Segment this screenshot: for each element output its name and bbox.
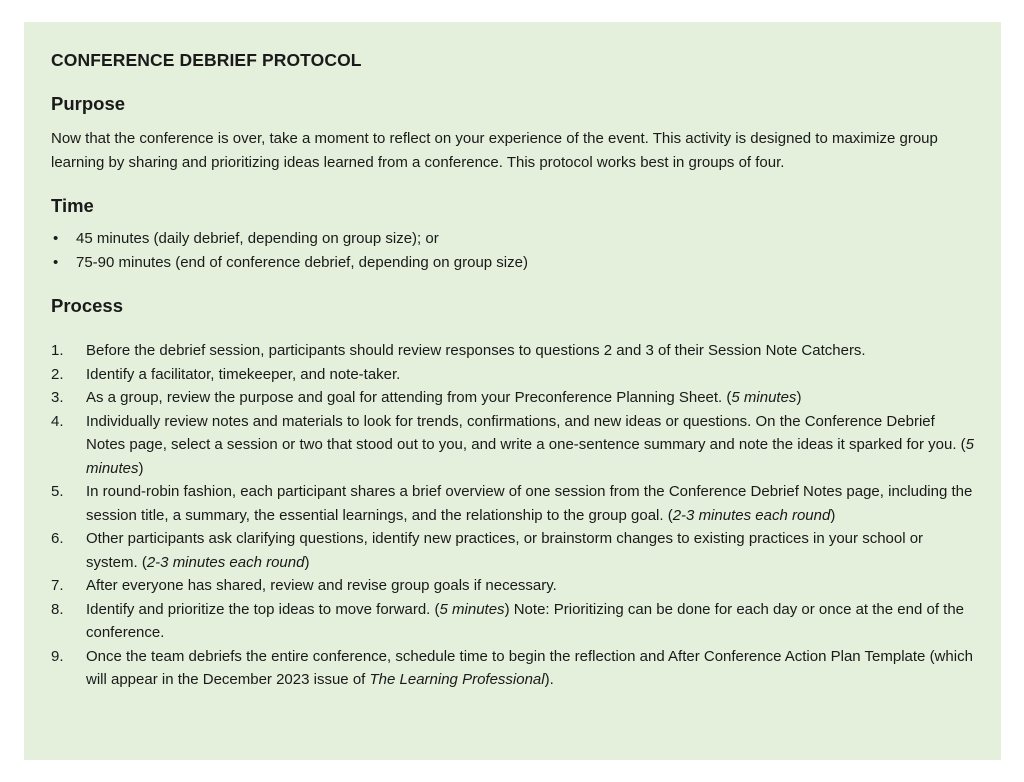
step-tail: ) — [138, 459, 144, 477]
step-number: 8. — [51, 600, 64, 618]
list-item — [51, 363, 975, 387]
purpose-heading: Purpose — [51, 93, 126, 114]
step-tail: ) — [796, 389, 802, 406]
step-tail: ) — [304, 553, 310, 571]
step-text: Individually review notes and materials to look for trends, confirmations, and new ideas or questions. On the Conference Debrief Notes page, select a session or two that stood out to you, and write a one-sentence summary and note the ideas it sparked for you. ( — [86, 412, 966, 453]
step-text: Other participants ask clarifying questions, identify new practices, or brainstorm changes to existing practices in your school or system. ( — [86, 530, 924, 571]
list-item — [51, 386, 975, 410]
list-item — [51, 339, 975, 363]
step-number: 7. — [51, 577, 64, 594]
list-item — [51, 645, 975, 692]
step-text: After everyone has shared, review and revise group goals if necessary. — [86, 577, 557, 594]
step-text: Identify and prioritize the top ideas to move forward. ( — [86, 600, 440, 618]
step-tail: ). — [544, 671, 554, 688]
step-number: 9. — [51, 647, 64, 665]
page-title: CONFERENCE DEBRIEF PROTOCOL — [51, 50, 362, 70]
step-text: Before the debrief session, participants should review responses to questions 2 and 3 of their Session Note Catchers. — [86, 342, 866, 359]
step-number: 6. — [51, 530, 64, 547]
process-heading: Process — [51, 295, 123, 316]
step-tail: ) Note: Prioritizing can be done for each day or once at the end of the conference. — [86, 600, 965, 641]
step-number: 4. — [51, 412, 64, 430]
step-text: As a group, review the purpose and goal for attending from your Preconference Planning Sheet. ( — [86, 389, 732, 406]
step-number: 3. — [51, 389, 64, 406]
list-item — [51, 227, 975, 251]
bullet-icon: • — [53, 254, 59, 271]
step-note: 5 minutes — [439, 600, 505, 618]
list-item — [51, 527, 975, 574]
process-steps — [51, 339, 975, 692]
list-item — [51, 598, 975, 645]
purpose-text: Now that the conference is over, take a moment to reflect on your experience of the event. This activity is designed to maximize group learning by sharing and prioritizing ideas learned from a conference. This protocol works best in groups of four. — [51, 130, 938, 171]
list-item — [51, 410, 975, 481]
time-item-text: 45 minutes (daily debrief, depending on group size); or — [76, 230, 439, 247]
step-note: 5 minutes — [86, 436, 975, 477]
step-note: 2-3 minutes each round — [672, 506, 831, 524]
step-number: 2. — [51, 365, 64, 383]
list-item — [51, 574, 975, 598]
step-note: The Learning Professional — [369, 671, 545, 688]
time-heading: Time — [51, 195, 94, 216]
list-item — [51, 251, 975, 275]
step-tail: ) — [830, 506, 836, 524]
step-note: 2-3 minutes each round — [146, 553, 305, 571]
time-item-text: 75-90 minutes (end of conference debrief, depending on group size) — [76, 254, 528, 271]
step-number: 5. — [51, 483, 64, 500]
step-number: 1. — [51, 342, 64, 359]
protocol-panel — [24, 22, 1001, 760]
list-item — [51, 480, 975, 527]
time-list — [51, 227, 975, 275]
step-text: Once the team debriefs the entire conference, schedule time to begin the reflection and After Conference Action Plan Template (which will appear in the December 2023 issue of — [86, 647, 973, 688]
bullet-icon: • — [53, 230, 59, 247]
step-note: 5 minutes — [731, 389, 797, 406]
step-text: In round-robin fashion, each participant shares a brief overview of one session from the Conference Debrief Notes page, including the session title, a summary, the essential learnings, and the relationship to the group goal. ( — [86, 483, 973, 524]
step-text: Identify a facilitator, timekeeper, and note-taker. — [86, 365, 401, 383]
